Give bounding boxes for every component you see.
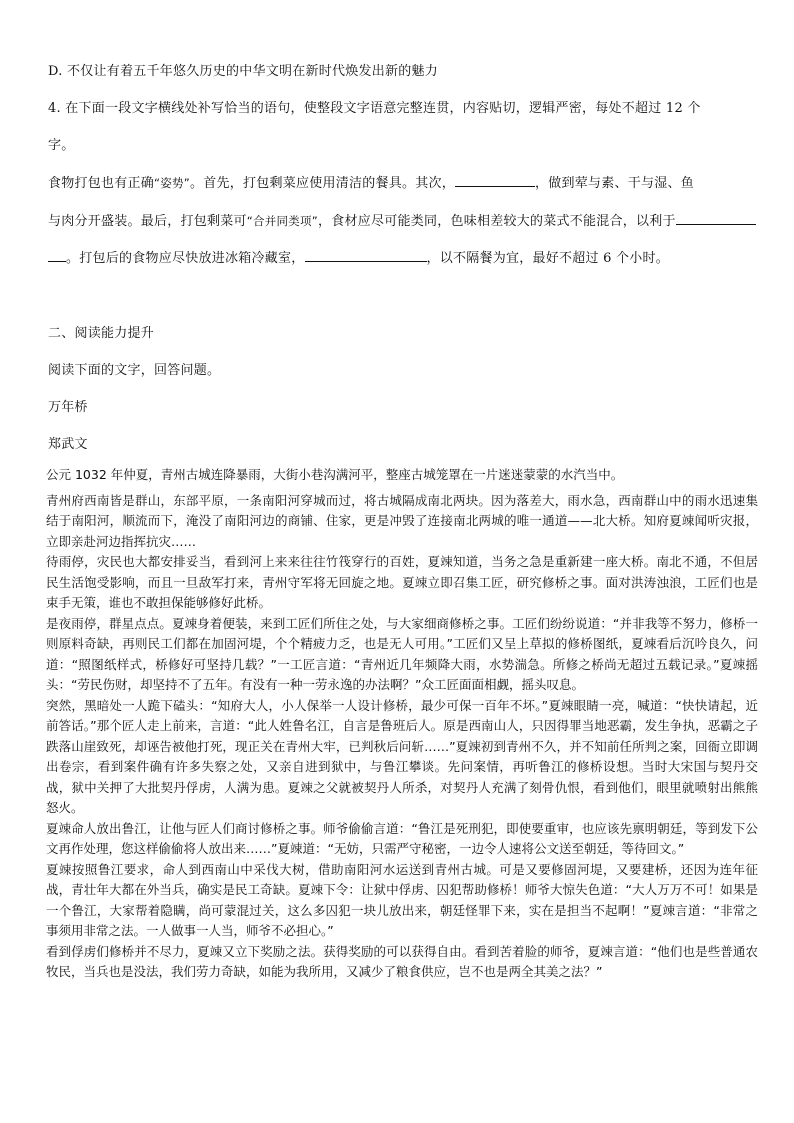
article-paragraph: 待雨停，灾民也大都安排妥当，看到河上来来往往竹筏穿行的百姓，夏竦知道，当务之急是重新建一座大桥。南北不通，不但居民生活饱受影响，而且一旦敌军打来，青州守军将无回旋之地。夏竦立即召集工匠，研究修桥之事。面对洪涛浊浪，工匠们也是束手无策，谁也不敢担保能够修好此桥。 bbox=[46, 554, 758, 610]
article-title: 万年桥 bbox=[48, 400, 88, 415]
passage-text: 与肉分开盛装。最后，打包剩菜可 bbox=[48, 214, 247, 229]
passage-text: ，食材应尽可能类同，色味相差较大的菜式不能混合，以利于 bbox=[317, 214, 676, 229]
article-paragraph: 突然，黑暗处一人跪下磕头：“知府大人，小人保举一人设计修桥，最少可保一百年不坏。”夏竦眼睛一亮，喊道：“快快请起，近前答话。”那个匠人走上前来，言道：“此人姓鲁名江，自言是鲁班后人。原是西南山人，只因得罪当地恶霸，发生争执，恶霸之子跌落山崖致死，却诬告被他打死，现正关在青州大牢，已判秋后问斩……”夏竦初到青州不久，并不知前任所判之案，回衙立即调出卷宗，看到案件确有许多失察之处，又亲自进到狱中，与鲁江攀谈。先问案情，再听鲁江的修桥设想。当时大宋国与契丹交战，狱中关押了大批契丹俘虏，人满为患。夏竦之父就被契丹人所杀，对契丹人充满了刻骨仇恨，看到他们，眼里就喷射出熊熊怒火。 bbox=[46, 697, 758, 815]
answer-blank-2-cont[interactable] bbox=[48, 249, 66, 262]
article-paragraph: 青州府西南皆是群山，东部平原，一条南阳河穿城而过，将古城隔成南北两块。因为落差大，雨水急，西南群山中的雨水迅速集结于南阳河，顺流而下，淹没了南阳河边的商铺、住家，更是冲毁了连接南北两城的唯一通道——北大桥。知府夏竦闻听灾报，立即亲赴河边指挥抗灾…… bbox=[46, 492, 758, 549]
quoted-term: “姿势” bbox=[154, 176, 190, 190]
passage-text: ，做到荤与素、干与湿、鱼 bbox=[534, 176, 694, 191]
article-paragraph: 公元 1032 年仲夏，青州古城连降暴雨，大街小巷沟满河平，整座古城笼罩在一片迷迷蒙蒙的水汽当中。 bbox=[46, 467, 624, 482]
option-d: D. 不仅让有着五千年悠久历史的中华文明在新时代焕发出新的魅力 bbox=[48, 64, 438, 79]
answer-blank-2[interactable] bbox=[676, 212, 756, 225]
section-heading: 二、阅读能力提升 bbox=[48, 326, 155, 341]
question-4-line-2: 字。 bbox=[48, 138, 75, 153]
passage-text: ，以不隔餐为宜，最好不超过 6 个小时。 bbox=[426, 251, 670, 266]
answer-blank-3[interactable] bbox=[305, 249, 427, 262]
passage-line-1 bbox=[48, 172, 694, 191]
reading-instruction: 阅读下面的文字，回答问题。 bbox=[48, 363, 221, 378]
passage-line-2 bbox=[48, 210, 756, 229]
question-4-line-1: 4. 在下面一段文字横线处补写恰当的语句，使整段文字语意完整连贯，内容贴切，逻辑严密，每处不超过 12 个 bbox=[48, 101, 701, 116]
article-body bbox=[46, 465, 758, 983]
article-paragraph: 看到俘虏们修桥并不尽力，夏竦又立下奖励之法。获得奖励的可以获得自由。看到苦着脸的师爷，夏竦言道：“他们也是些普通农牧民，当兵也是没法，我们劳力奇缺，如能为我所用，又减少了粮食供应，岂不也是两全其美之法？” bbox=[46, 943, 758, 979]
article-paragraph: 夏竦命人放出鲁江，让他与匠人们商讨修桥之事。师爷偷偷言道：“鲁江是死刑犯，即使要重审，也应该先禀明朝廷，等到发下公文再作处理，您这样偷偷将人放出来……”夏竦道：“无妨，只需严守秘密，一边令人速将公文送至朝廷，等待回文。” bbox=[46, 820, 758, 856]
answer-blank-1[interactable] bbox=[455, 174, 535, 187]
passage-text: 食物打包也有正确 bbox=[48, 176, 155, 191]
quoted-term: “合并同类项” bbox=[246, 214, 318, 228]
article-paragraph: 夏竦按照鲁江要求，命人到西南山中采伐大树，借助南阳河水运送到青州古城。可是又要修固河堤，又要建桥，还因为连年征战，青壮年大都在外当兵，确实是民工奇缺。夏竦下令：让狱中俘虏、囚犯帮助修桥！师爷大惊失色道：“大人万万不可！如果是一个鲁江，大家帮着隐瞒，尚可蒙混过关，这么多囚犯一块儿放出来，朝廷怪罪下来，实在是担当不起啊！”夏竦言道：“非常之事须用非常之法。一人做事一人当，师爷不必担心。” bbox=[46, 861, 758, 938]
passage-text: 。首先，打包剩菜应使用清洁的餐具。其次， bbox=[189, 176, 455, 191]
article-author: 郑武文 bbox=[48, 437, 88, 452]
passage-line-3 bbox=[48, 247, 669, 266]
passage-text: 。打包后的食物应尽快放进冰箱冷藏室， bbox=[66, 251, 305, 266]
article-paragraph: 是夜雨停，群星点点。夏竦身着便装，来到工匠们所住之处，与大家细商修桥之事。工匠们纷纷说道：“并非我等不努力，修桥一则原料奇缺，再则民工们都在加固河堤，个个精疲力乏，也是无人可用。”工匠们又呈上草拟的修桥图纸，夏竦看后沉吟良久，问道：“照图纸样式，桥修好可坚持几载？”一工匠言道：“青州近几年频降大雨，水势湍急。所修之桥尚无超过五载记录。”夏竦摇头：“劳民伤财，却坚持不了五年。有没有一种一劳永逸的办法啊？”众工匠面面相觑，摇头叹息。 bbox=[46, 615, 758, 692]
